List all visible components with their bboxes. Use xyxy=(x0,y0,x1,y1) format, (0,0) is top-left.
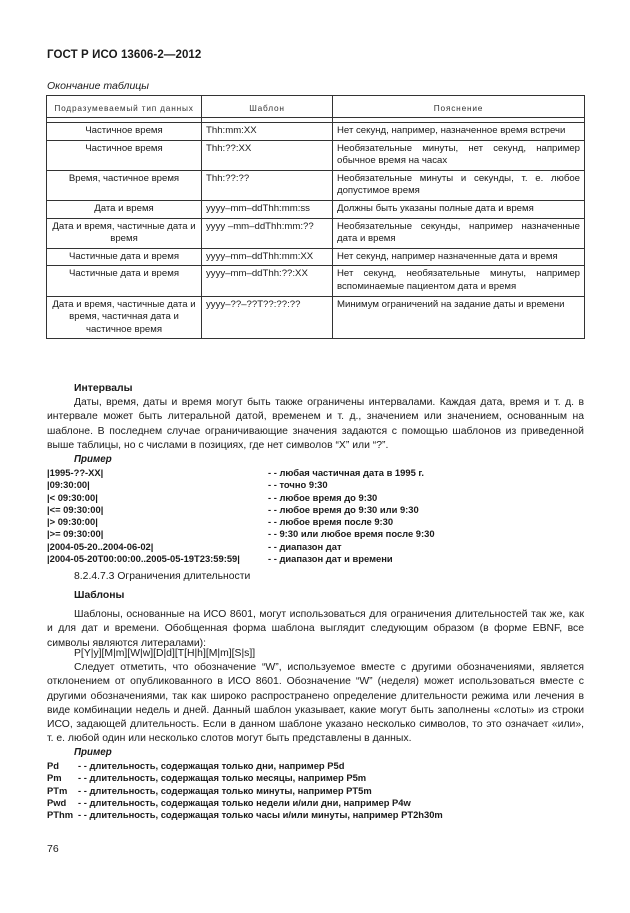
example-item xyxy=(47,553,584,565)
cell-pattern: Thh:mm:XX xyxy=(202,123,333,141)
example-code: |2004-05-20..2004-06-02| xyxy=(47,540,154,552)
example-description: - - любое время до 9:30 или 9:30 xyxy=(268,503,419,515)
cell-data-type: Дата и время xyxy=(47,200,202,218)
intervals-paragraph: Даты, время, даты и время могут быть также ограничены интервалами. Каждая дата, время и т. д. в интервале может быть литеральной датой, временем и т. д., значением или значением, основанным на шаблоне. В последнем случае ограничивающие значения задаются с помощью шаблонов из приведенной выше таблицы, но с числами в позициях, где нет символов “X” или “?”. xyxy=(47,397,584,451)
table-row xyxy=(47,123,585,141)
section-number-title: 8.2.4.7.3 Ограничения длительности xyxy=(74,571,251,582)
templates-heading: Шаблоны xyxy=(74,590,125,601)
table-row xyxy=(47,140,585,170)
example-item xyxy=(47,479,584,491)
example-description: - - длительность, содержащая только часы и/или минуты, например PT2h30m xyxy=(78,809,443,821)
templates-example-label: Пример xyxy=(74,747,112,758)
column-header-pattern: Шаблон xyxy=(202,96,333,118)
document-header: ГОСТ Р ИСО 13606-2—2012 xyxy=(47,49,202,61)
table-row xyxy=(47,266,585,296)
column-header-note: Пояснение xyxy=(333,96,585,118)
example-code: |2004-05-20T00:00:00..2005-05-19T23:59:59| xyxy=(47,553,240,565)
example-code: |<= 09:30:00| xyxy=(47,503,104,515)
example-description: - - любое время до 9:30 xyxy=(268,491,378,503)
example-description: - - диапазон дат и времени xyxy=(268,553,393,565)
example-item xyxy=(47,467,584,479)
example-description: - - точно 9:30 xyxy=(268,479,328,491)
templates-example-list xyxy=(47,760,584,821)
table-caption: Окончание таблицы xyxy=(47,80,150,92)
intervals-example-list xyxy=(47,467,584,565)
intervals-heading: Интервалы xyxy=(74,383,133,394)
example-item xyxy=(47,760,584,772)
example-item xyxy=(47,797,584,809)
example-code: |1995-??-XX| xyxy=(47,467,104,478)
cell-pattern: yyyy–??–??T??:??:?? xyxy=(202,296,333,339)
cell-note: Нет секунд, например назначенные дата и время xyxy=(333,248,585,266)
cell-note: Необязательные секунды, например назначенные дата и время xyxy=(333,218,585,248)
example-description: - - любая частичная дата в 1995 г. xyxy=(268,467,424,478)
cell-note: Нет секунд, необязательные минуты, например вспоминаемые пациентом дата и время xyxy=(333,266,585,296)
templates-paragraph-2: Следует отметить, что обозначение “W”, используемое вместе с другими обозначениями, является отклонением от опубликованного в ИСО 8601. Обозначение “W” (неделя) может использоваться вместе с другими обозначениями, так как широко распространено определение длительности режима или лечения в виде комбинации недель и дней. Данный шаблон указывает, какие могут быть заполнены «слоты» из строки ИСО, задающей длительность. Если в данном шаблоне указано несколько символов, то это означает «или», т. е. любой один или несколько слотов могут быть представлены в данных. xyxy=(47,662,584,745)
table-row xyxy=(47,218,585,248)
example-description: - - длительность, содержащая только дни, например P5d xyxy=(78,760,345,771)
example-description: - - диапазон дат xyxy=(268,540,342,552)
example-item xyxy=(47,504,584,516)
example-item xyxy=(47,528,584,540)
cell-data-type: Частичные дата и время xyxy=(47,248,202,266)
cell-pattern: Thh:??:?? xyxy=(202,170,333,200)
duration-formula: P[Y|y][M|m][W|w][D|d][T[H|h][M|m][S|s]] xyxy=(74,648,256,659)
templates-paragraph-1: Шаблоны, основанные на ИСО 8601, могут использоваться для ограничения длительностей так же, как и для дат и времени. Обобщенная форма шаблона выглядит следующим образом (в форме EBNF, все символы являются литералами): xyxy=(47,609,584,649)
cell-data-type: Дата и время, частичные дата и время, частичная дата и частичное время xyxy=(47,296,202,339)
pattern-table xyxy=(46,95,585,339)
example-code: Pm xyxy=(47,772,62,784)
example-item xyxy=(47,541,584,553)
cell-pattern: Thh:??:XX xyxy=(202,140,333,170)
cell-note: Должны быть указаны полные дата и время xyxy=(333,200,585,218)
cell-data-type: Дата и время, частичные дата и время xyxy=(47,218,202,248)
example-code: Pwd xyxy=(47,796,67,808)
example-item xyxy=(47,809,584,821)
cell-note: Необязательные минуты, нет секунд, например обычное время на часах xyxy=(333,140,585,170)
example-item xyxy=(47,772,584,784)
table-row xyxy=(47,170,585,200)
cell-pattern: yyyy–mm–ddThh:??:XX xyxy=(202,266,333,296)
cell-pattern: yyyy–mm–ddThh:mm:XX xyxy=(202,248,333,266)
example-description: - - 9:30 или любое время после 9:30 xyxy=(268,528,435,540)
example-code: |< 09:30:00| xyxy=(47,491,98,503)
cell-pattern: yyyy –mm–ddThh:mm:?? xyxy=(202,218,333,248)
cell-note: Минимум ограничений на задание даты и времени xyxy=(333,296,585,339)
example-description: - - любое время после 9:30 xyxy=(268,516,394,528)
example-code: PThm xyxy=(47,809,74,821)
cell-note: Нет секунд, например, назначенное время встречи xyxy=(333,123,585,141)
example-code: |> 09:30:00| xyxy=(47,516,98,528)
cell-data-type: Частичное время xyxy=(47,123,202,141)
column-header-type: Подразумеваемый тип данных xyxy=(47,96,202,118)
example-description: - - длительность, содержащая только месяцы, например P5m xyxy=(78,772,367,784)
cell-note: Необязательные минуты и секунды, т. е. любое допустимое время xyxy=(333,170,585,200)
cell-data-type: Частичное время xyxy=(47,140,202,170)
page-number: 76 xyxy=(47,843,59,855)
cell-data-type: Время, частичное время xyxy=(47,170,202,200)
table-row xyxy=(47,296,585,339)
intervals-example-label: Пример xyxy=(74,454,112,465)
table-row xyxy=(47,248,585,266)
table-row xyxy=(47,200,585,218)
cell-data-type: Частичные дата и время xyxy=(47,266,202,296)
example-item xyxy=(47,516,584,528)
example-code: PTm xyxy=(47,784,68,796)
example-code: |09:30:00| xyxy=(47,479,90,491)
example-code: |>= 09:30:00| xyxy=(47,528,104,540)
example-item xyxy=(47,785,584,797)
example-item xyxy=(47,492,584,504)
example-code: Pd xyxy=(47,760,59,771)
example-description: - - длительность, содержащая только минуты, например PT5m xyxy=(78,784,372,796)
cell-pattern: yyyy–mm–ddThh:mm:ss xyxy=(202,200,333,218)
example-description: - - длительность, содержащая только недели и/или дни, например P4w xyxy=(78,796,411,808)
